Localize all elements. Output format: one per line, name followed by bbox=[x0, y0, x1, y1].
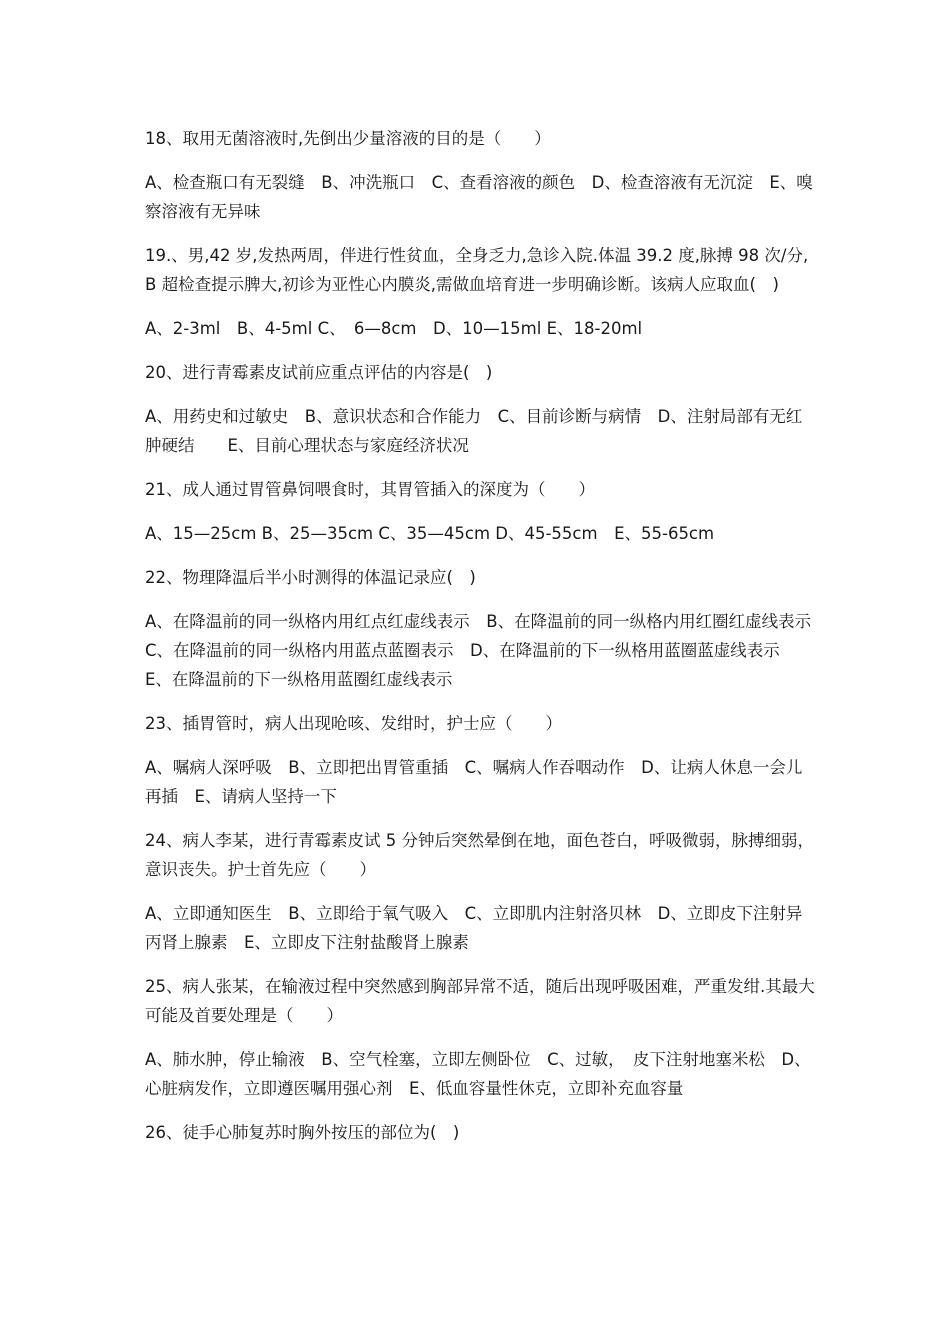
question-22: 22、物理降温后半小时测得的体温记录应( ) bbox=[145, 568, 476, 587]
question-23: 23、插胃管时，病人出现呛咳、发绀时，护士应（ ） bbox=[145, 714, 562, 733]
question-19: 19.、男,42 岁,发热两周，伴进行性贫血，全身乏力,急诊入院.体温 39.2 度,脉搏 98 次/分,B 超检查提示脾大,初诊为亚性心内膜炎,需做血培育进一步明确诊断。该病人应取血( ) bbox=[145, 246, 809, 294]
question-25: 25、病人张某，在输液过程中突然感到胸部异常不适，随后出现呼吸困难，严重发绀.其最大可能及首要处理是（ ） bbox=[145, 977, 815, 1025]
question-22-options: A、在降温前的同一纵格内用红点红虚线表示 B、在降温前的同一纵格内用红圈红虚线表示 C、在降温前的同一纵格内用蓝点蓝圈表示 D、在降温前的下一纵格用蓝圈蓝虚线表示 E、在降温前的下一纵格用蓝圈红虚线表示 bbox=[145, 612, 828, 689]
question-18-options: A、检查瓶口有无裂缝 B、冲洗瓶口 C、查看溶液的颜色 D、检查溶液有无沉淀 E、嗅察溶液有无异味 bbox=[145, 173, 813, 221]
question-23-options: A、嘱病人深呼吸 B、立即把出胃管重插 C、嘱病人作吞咽动作 D、让病人休息一会儿再插 E、请病人坚持一下 bbox=[145, 758, 803, 806]
question-20-options: A、用药史和过敏史 B、意识状态和合作能力 C、目前诊断与病情 D、注射局部有无红肿硬结 E、目前心理状态与家庭经济状况 bbox=[145, 407, 803, 455]
question-20: 20、进行青霉素皮试前应重点评估的内容是( ) bbox=[145, 363, 493, 382]
question-25-options: A、肺水肿，停止输液 B、空气栓塞，立即左侧卧位 C、过敏， 皮下注射地塞米松 D、心脏病发作，立即遵医嘱用强心剂 E、低血容量性休克，立即补充血容量 bbox=[145, 1050, 811, 1098]
question-24: 24、病人李某，进行青霉素皮试 5 分钟后突然晕倒在地，面色苍白，呼吸微弱，脉搏细弱，意识丧失。护士首先应（ ） bbox=[145, 831, 814, 879]
question-24-options: A、立即通知医生 B、立即给于氧气吸入 C、立即肌内注射洛贝林 D、立即皮下注射异丙肾上腺素 E、立即皮下注射盐酸肾上腺素 bbox=[145, 904, 803, 952]
document-body bbox=[145, 124, 828, 1162]
question-19-options: A、2-3ml B、4-5ml C、 6—8cm D、10—15ml E、18-20ml bbox=[145, 319, 643, 338]
question-26: 26、徒手心肺复苏时胸外按压的部位为( ) bbox=[145, 1123, 460, 1142]
question-18: 18、取用无菌溶液时,先倒出少量溶液的目的是（ ） bbox=[145, 129, 551, 148]
question-21: 21、成人通过胃管鼻饲喂食时，其胃管插入的深度为（ ） bbox=[145, 480, 595, 499]
question-21-options: A、15—25cm B、25—35cm C、35—45cm D、45-55cm E、55-65cm bbox=[145, 524, 715, 543]
